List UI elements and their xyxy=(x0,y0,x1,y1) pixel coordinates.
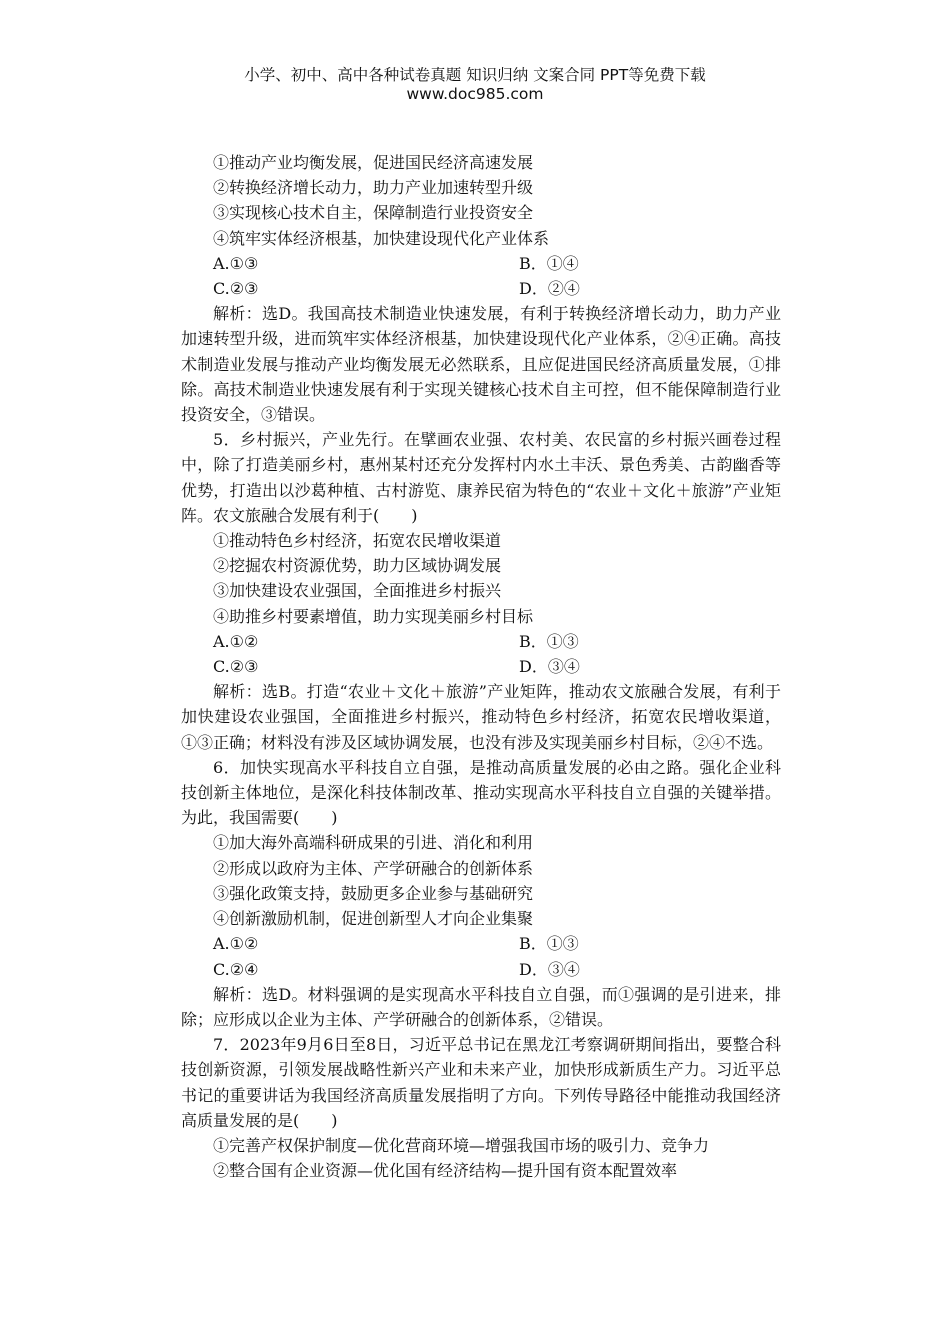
q4-option-4: ④筑牢实体经济根基，加快建设现代化产业体系 xyxy=(213,228,550,248)
q4-option-3: ③实现核心技术自主，保障制造行业投资安全 xyxy=(213,203,534,223)
q5-choice-d: D．③④ xyxy=(519,657,580,677)
q4-option-1: ①推动产业均衡发展，促进国民经济高速发展 xyxy=(213,153,534,172)
q4-analysis: 解析：选D。我国高技术制造业快速发展，有利于转换经济增长动力，助力产业加速转型升级，进而筑牢实体经济根基，加快建设现代化产业体系，②④正确。高技术制造业发展与推动产业均衡发展无必然联系，且应促进国民经济高质量发展，①排除。高技术制造业快速发展有利于实现关键核心技术自主可控，但不能保障制造行业投资安全，③错误。 xyxy=(181,304,781,425)
q4-choice-a: A.①③ xyxy=(213,253,259,273)
q7-option-1: ①完善产权保护制度—优化营商环境—增强我国市场的吸引力、竞争力 xyxy=(213,1135,710,1155)
q4-choices-row-2 xyxy=(181,276,781,301)
header-url: www.doc985.com xyxy=(406,85,544,103)
q5-choices-row-2 xyxy=(181,654,781,679)
q5-analysis: 解析：选B。打造“农业＋文化＋旅游”产业矩阵，推动农文旅融合发展，有利于加快建设农业强国，全面推进乡村振兴，推动特色乡村经济，拓宽农民增收渠道，①③正确；材料没有涉及区域协调发展，也没有涉及实现美丽乡村目标，②④不选。 xyxy=(181,682,781,752)
q6-choice-b: B．①③ xyxy=(519,934,579,954)
q6-choice-c: C.②④ xyxy=(213,959,259,979)
q4-choices-row-1 xyxy=(181,251,781,276)
q6-option-4: ④创新激励机制，促进创新型人才向企业集聚 xyxy=(213,909,534,929)
q6-analysis: 解析：选D。材料强调的是实现高水平科技自立自强，而①强调的是引进来，排除；应形成以企业为主体、产学研融合的创新体系，②错误。 xyxy=(181,984,781,1029)
q7-option-2: ②整合国有企业资源—优化国有经济结构—提升国有资本配置效率 xyxy=(213,1161,678,1181)
q5-option-2: ②挖掘农村资源优势，助力区域协调发展 xyxy=(213,556,502,576)
q6-choice-d: D．③④ xyxy=(519,959,580,979)
q5-stem: 5．乡村振兴，产业先行。在擘画农业强、农村美、农民富的乡村振兴画卷过程中，除了打造美丽乡村，惠州某村还充分发挥村内水土丰沃、景色秀美、古韵幽香等优势，打造出以沙葛种植、古村游览、康养民宿为特色的“农业＋文化＋旅游”产业矩阵。农文旅融合发展有利于( ) xyxy=(181,430,781,525)
document-body xyxy=(181,150,781,1183)
q6-stem: 6．加快实现高水平科技自立自强，是推动高质量发展的必由之路。强化企业科技创新主体地位，是深化科技体制改革、推动实现高水平科技自立自强的关键举措。为此，我国需要( ) xyxy=(181,757,781,828)
q5-choice-a: A.①② xyxy=(213,631,259,651)
q7-stem: 7．2023年9月6日至8日，习近平总书记在黑龙江考察调研期间指出，要整合科技创新资源，引领发展战略性新兴产业和未来产业，加快形成新质生产力。习近平总书记的重要讲话为我国经济高质量发展指明了方向。下列传导路径中能推动我国经济高质量发展的是( ) xyxy=(181,1035,781,1130)
q4-option-2: ②转换经济增长动力，助力产业加速转型升级 xyxy=(213,178,534,198)
q4-choice-c: C.②③ xyxy=(213,279,259,299)
q4-choice-d: D．②④ xyxy=(519,279,580,299)
header-title: 小学、初中、高中各种试卷真题 知识归纳 文案合同 PPT等免费下载 xyxy=(244,66,706,84)
q6-choices-row-1 xyxy=(181,931,781,956)
q5-choice-c: C.②③ xyxy=(213,657,259,677)
q6-choices-row-2 xyxy=(181,957,781,982)
q6-option-2: ②形成以政府为主体、产学研融合的创新体系 xyxy=(213,858,534,878)
q6-option-1: ①加大海外高端科研成果的引进、消化和利用 xyxy=(213,833,534,853)
q5-option-1: ①推动特色乡村经济，拓宽农民增收渠道 xyxy=(213,531,502,551)
q5-option-3: ③加快建设农业强国，全面推进乡村振兴 xyxy=(213,581,502,601)
q5-choices-row-1 xyxy=(181,629,781,654)
q6-option-3: ③强化政策支持，鼓励更多企业参与基础研究 xyxy=(213,883,534,903)
page-header xyxy=(0,66,950,104)
q5-choice-b: B．①③ xyxy=(519,631,579,651)
q6-choice-a: A.①② xyxy=(213,934,259,954)
q4-choice-b: B．①④ xyxy=(519,253,579,273)
q5-option-4: ④助推乡村要素增值，助力实现美丽乡村目标 xyxy=(213,606,534,626)
